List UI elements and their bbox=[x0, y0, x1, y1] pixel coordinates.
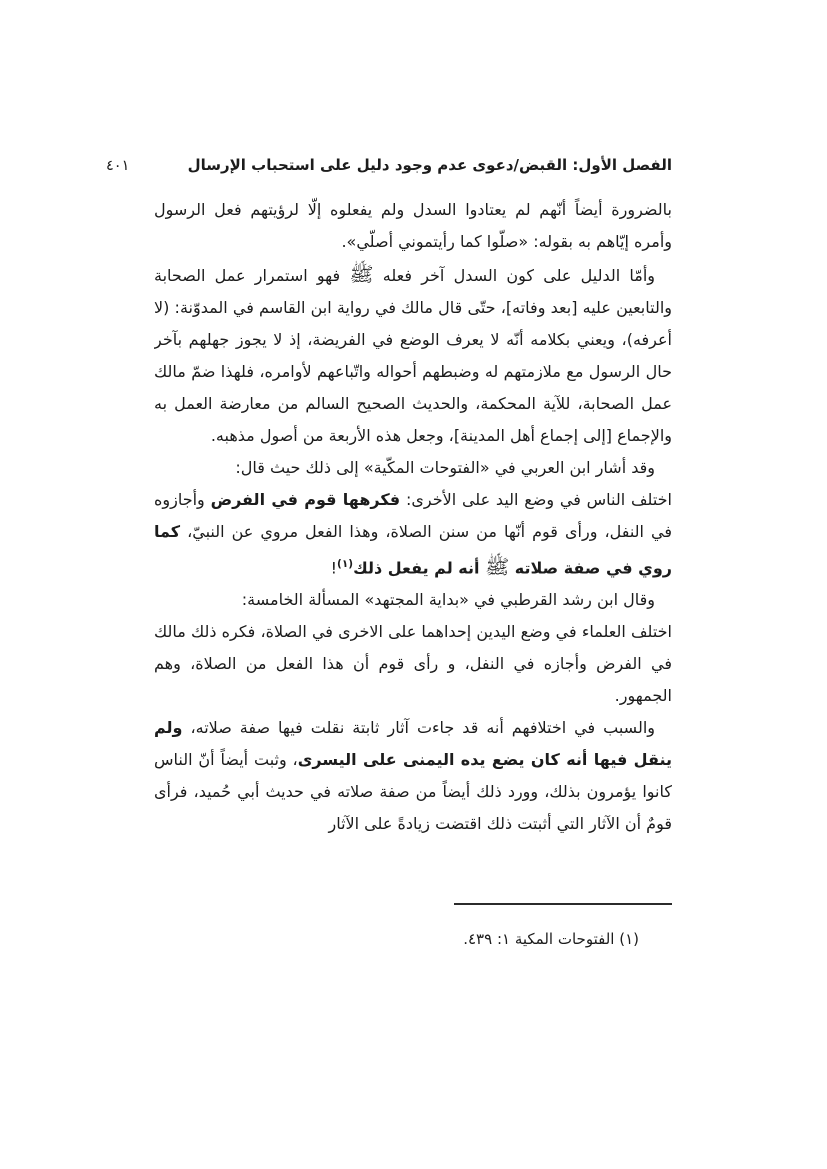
text-segment: اختلف الناس في وضع اليد على الأخرى: bbox=[400, 490, 672, 509]
chapter-title: الفصل الأول: القبض/دعوى عدم وجود دليل على استحباب الإرسال bbox=[187, 156, 672, 174]
paragraph-5 bbox=[154, 712, 672, 840]
text-segment: وأجازوه في النفل، ورأى قوم أنّها من سنن الصلاة، وهذا الفعل مروي عن النبيّ، bbox=[154, 490, 672, 541]
paragraph-2 bbox=[154, 258, 672, 452]
page-number: ٤٠١ bbox=[106, 158, 130, 174]
page-body bbox=[154, 194, 672, 840]
footnote bbox=[463, 926, 639, 952]
text-segment: ! bbox=[330, 558, 338, 578]
text-segment: والسبب في اختلافهم أنه قد جاءت آثار ثابتة نقلت فيها صفة صلاته، bbox=[182, 718, 655, 738]
honorific-symbol: ﷺ bbox=[485, 554, 510, 579]
text-segment: فهو استمرار عمل الصحابة والتابعين عليه [بعد وفاته]، حتّى قال مالك في رواية ابن القاسم في المدوّنة: (لا أعرفه)، ويعني بكلامه أنّه لا يعرف الوضع في الفريضة، إذ لا يجوز جهلهم بآخر حال الرسول مع ملازمتهم له وضبطهم أحواله واتّباعهم لأوامره، فلهذا ضمّ مالك عمل الصحابة، للآية المحكمة، والحديث الصحيح السالم من معارضة العمل به والإجماع [إلى إجماع أهل المدينة]، وجعل هذه الأربعة من أصول مذهبه. bbox=[154, 266, 672, 445]
footnote-marker: (١) bbox=[619, 930, 639, 948]
text-segment: فكرهها قوم في الفرض bbox=[210, 490, 401, 509]
quotation-ibn-arabi bbox=[154, 484, 672, 584]
running-header bbox=[106, 156, 672, 174]
paragraph-3: وقد أشار ابن العربي في «الفتوحات المكّية» إلى ذلك حيث قال: bbox=[235, 458, 655, 477]
quotation-ibn-rushd: اختلف العلماء في وضع اليدين إحداهما على الاخرى في الصلاة، فكره ذلك مالك في الفرض وأجازه في النفل، و رأى قوم أن هذا الفعل من الصلاة، وهم الجمهور. bbox=[154, 622, 672, 706]
footnote-reference-marker: (١) bbox=[337, 558, 354, 570]
text-segment: كما روي في صفة صلاته bbox=[154, 522, 672, 578]
text-segment: ، وثبت أيضاً أنّ الناس كانوا يؤمرون بذلك، وورد ذلك أيضاً من صفة صلاته في حديث أبي حُميد، فرأى قومٌ أن الآثار التي أثبتت ذلك اقتضت زيادةً على الآثار bbox=[154, 750, 672, 834]
paragraph-4: وقال ابن رشد القرطبي في «بداية المجتهد» المسألة الخامسة: bbox=[241, 590, 655, 610]
footnote-text: الفتوحات المكية ١: ٤٣٩. bbox=[463, 930, 615, 948]
honorific-symbol: ﷺ bbox=[349, 262, 374, 286]
footnote-divider bbox=[454, 903, 672, 905]
text-segment: وأمّا الدليل على كون السدل آخر فعله bbox=[373, 266, 656, 285]
text-segment: ولم ينقل فيها أنه كان يضع يده اليمنى على اليسرى bbox=[154, 718, 672, 770]
paragraph-1: بالضرورة أيضاً أنّهم لم يعتادوا السدل ولم يفعلوه إلّا لرؤيتهم فعل الرسول وأمره إيّاهم به بقوله: «صلّوا كما رأيتموني أصلّي». bbox=[154, 200, 672, 251]
text-segment: أنه لم يفعل ذلك bbox=[353, 558, 486, 578]
